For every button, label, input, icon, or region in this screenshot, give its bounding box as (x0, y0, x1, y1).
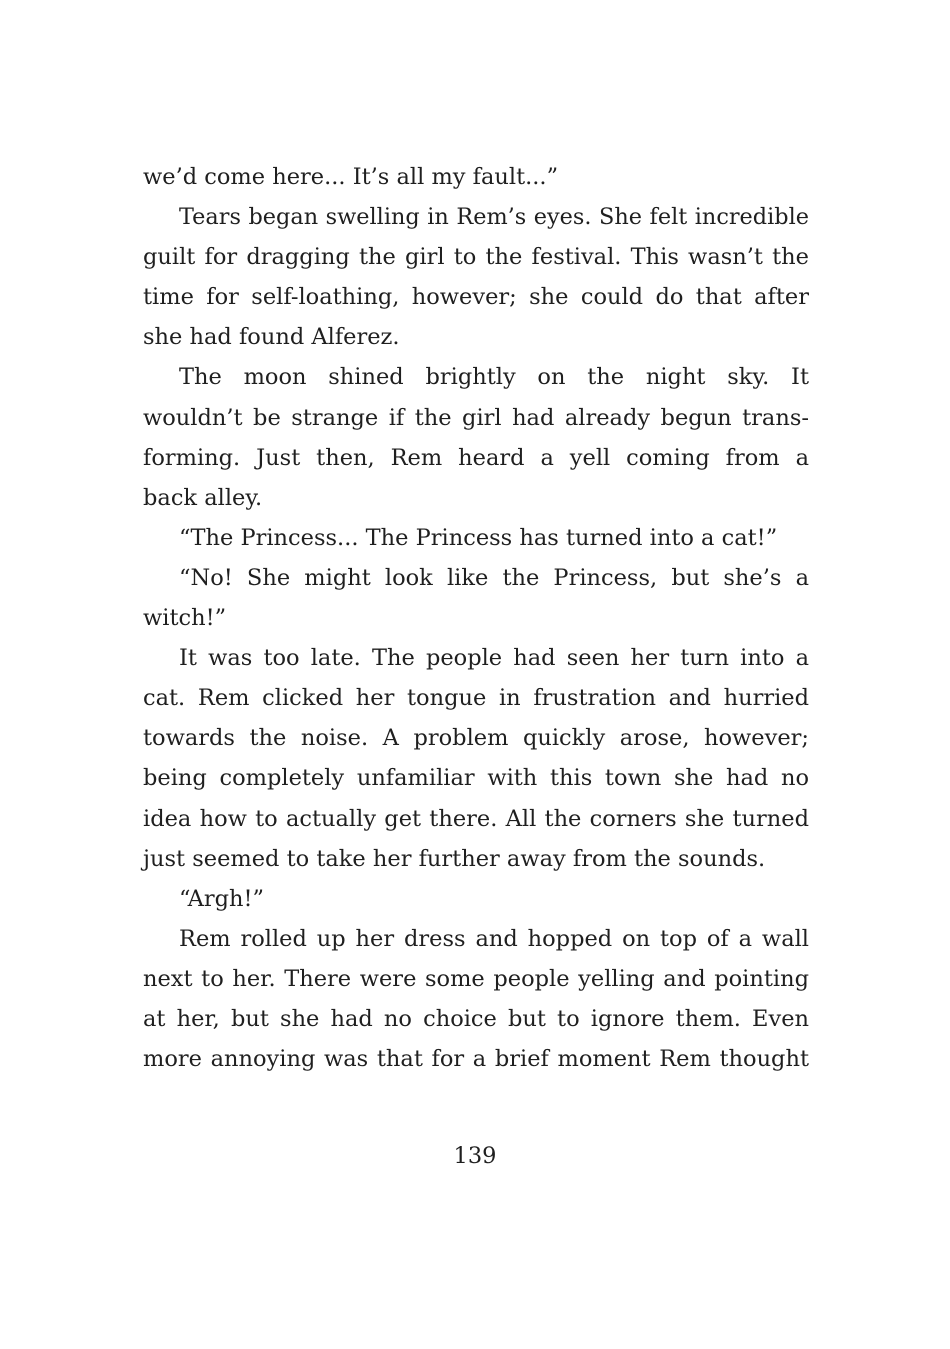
text-line: Rem rolled up her dress and hopped on top of a wall (179, 925, 809, 952)
text-line: It was too late. The people had seen her turn into a (179, 645, 809, 672)
text-line: being completely unfamiliar with this town she had no (143, 765, 809, 792)
text-line: “No! She might look like the Princess, but she’s a (179, 564, 809, 591)
text-line: witch!” (143, 605, 227, 632)
body-text (143, 157, 809, 1079)
text-line: The moon shined brightly on the night sky. It (179, 364, 809, 391)
text-line: just seemed to take her further away from the sounds. (143, 845, 766, 872)
text-line: next to her. There were some people yelling and pointing (143, 965, 809, 992)
text-line: time for self-loathing, however; she could do that after (143, 284, 809, 311)
text-line: “The Princess... The Princess has turned into a cat!” (179, 524, 778, 551)
text-line: Tears began swelling in Rem’s eyes. She felt incredible (179, 204, 809, 231)
text-line: we’d come here... It’s all my fault...” (143, 164, 559, 190)
text-line: back alley. (143, 484, 263, 511)
text-line: idea how to actually get there. All the corners she turned (143, 805, 809, 832)
text-line: cat. Rem clicked her tongue in frustration and hurried (143, 685, 809, 712)
text-line: towards the noise. A problem quickly arose, however; (143, 725, 809, 752)
page-number: 139 (453, 1143, 497, 1169)
text-line: she had found Alferez. (143, 324, 400, 351)
text-line: wouldn’t be strange if the girl had already begun trans- (143, 404, 809, 431)
text-line: guilt for dragging the girl to the festival. This wasn’t the (143, 244, 809, 271)
text-line: “Argh!” (179, 885, 265, 912)
text-line: more annoying was that for a brief moment Rem thought (143, 1046, 809, 1073)
text-line: forming. Just then, Rem heard a yell coming from a (143, 444, 809, 471)
text-line: at her, but she had no choice but to ignore them. Even (143, 1005, 809, 1032)
